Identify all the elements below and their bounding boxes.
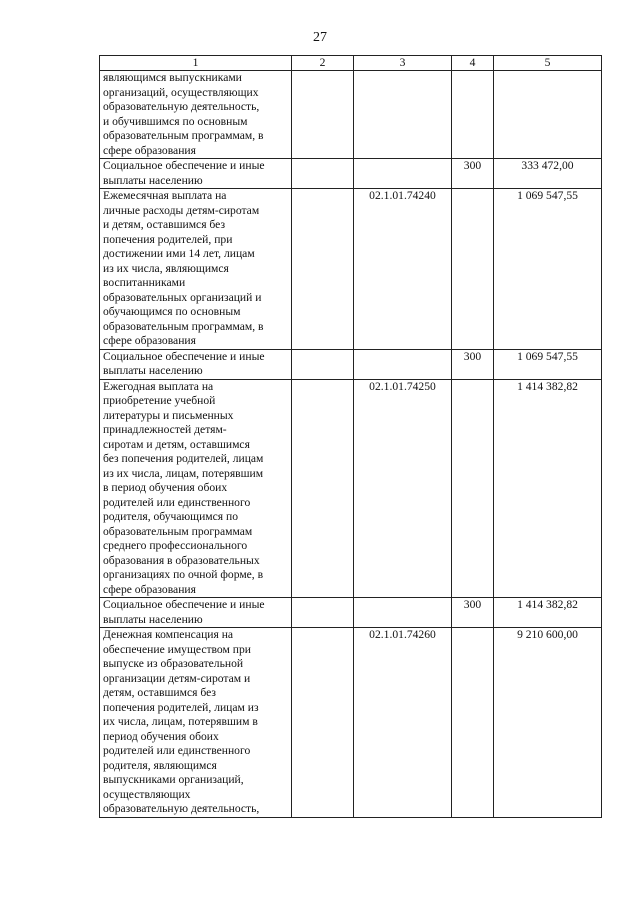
table-row xyxy=(100,189,602,350)
row-sum: 333 472,00 xyxy=(494,159,602,189)
table-row xyxy=(100,159,602,189)
row-sum: 1 069 547,55 xyxy=(494,349,602,379)
row-code: 02.1.01.74260 xyxy=(354,628,452,818)
header-cell: 3 xyxy=(354,56,452,71)
row-code xyxy=(354,159,452,189)
row-name: Социальное обеспечение и иные выплаты населению xyxy=(100,159,292,189)
row-vr xyxy=(452,71,494,159)
row-name: Ежегодная выплата на приобретение учебной литературы и письменных принадлежностей детям- сиротам и детям, оставшимся без попечения родителей, лицам из их числа, лицам, потерявшим в период обучения обоих родителей или единственного родителя, обучающимся по образовательным программам среднего профессионального образования в образовательных организациях по очной форме, в сфере образования xyxy=(100,379,292,598)
page-number: 27 xyxy=(313,30,327,45)
row-vr xyxy=(452,189,494,350)
table-row xyxy=(100,628,602,818)
row-grbs xyxy=(292,189,354,350)
row-name: Социальное обеспечение и иные выплаты населению xyxy=(100,598,292,628)
row-grbs xyxy=(292,159,354,189)
table-row xyxy=(100,71,602,159)
header-cell: 5 xyxy=(494,56,602,71)
table-row xyxy=(100,349,602,379)
row-code: 02.1.01.74250 xyxy=(354,379,452,598)
row-name: Ежемесячная выплата на личные расходы детям-сиротам и детям, оставшимся без попечения родителей, при достижении ими 14 лет, лицам из их числа, являющимся воспитанниками образовательных организаций и обучающимся по основным образовательным программам, в сфере образования xyxy=(100,189,292,350)
header-cell: 2 xyxy=(292,56,354,71)
row-vr xyxy=(452,379,494,598)
row-sum: 1 414 382,82 xyxy=(494,598,602,628)
budget-table xyxy=(99,55,602,818)
row-code xyxy=(354,349,452,379)
row-grbs xyxy=(292,379,354,598)
row-name: являющимся выпускниками организаций, осуществляющих образовательную деятельность, и обучившимся по основным образовательным программам, в сфере образования xyxy=(100,71,292,159)
row-grbs xyxy=(292,598,354,628)
row-name: Денежная компенсация на обеспечение имуществом при выпуске из образовательной организации детям-сиротам и детям, оставшимся без попечения родителей, лицам из их числа, лицам, потерявшим в период обучения обоих родителей или единственного родителя, являющимся выпускниками организаций, осуществляющих образовательную деятельность, xyxy=(100,628,292,818)
row-sum xyxy=(494,71,602,159)
row-sum: 9 210 600,00 xyxy=(494,628,602,818)
table-header-row xyxy=(100,56,602,71)
header-cell: 4 xyxy=(452,56,494,71)
row-sum: 1 069 547,55 xyxy=(494,189,602,350)
table-row xyxy=(100,598,602,628)
row-grbs xyxy=(292,71,354,159)
row-code xyxy=(354,598,452,628)
row-vr xyxy=(452,628,494,818)
row-vr: 300 xyxy=(452,349,494,379)
header-cell: 1 xyxy=(100,56,292,71)
row-sum: 1 414 382,82 xyxy=(494,379,602,598)
row-grbs xyxy=(292,349,354,379)
row-grbs xyxy=(292,628,354,818)
row-code xyxy=(354,71,452,159)
row-code: 02.1.01.74240 xyxy=(354,189,452,350)
table-row xyxy=(100,379,602,598)
row-vr: 300 xyxy=(452,159,494,189)
row-vr: 300 xyxy=(452,598,494,628)
row-name: Социальное обеспечение и иные выплаты населению xyxy=(100,349,292,379)
